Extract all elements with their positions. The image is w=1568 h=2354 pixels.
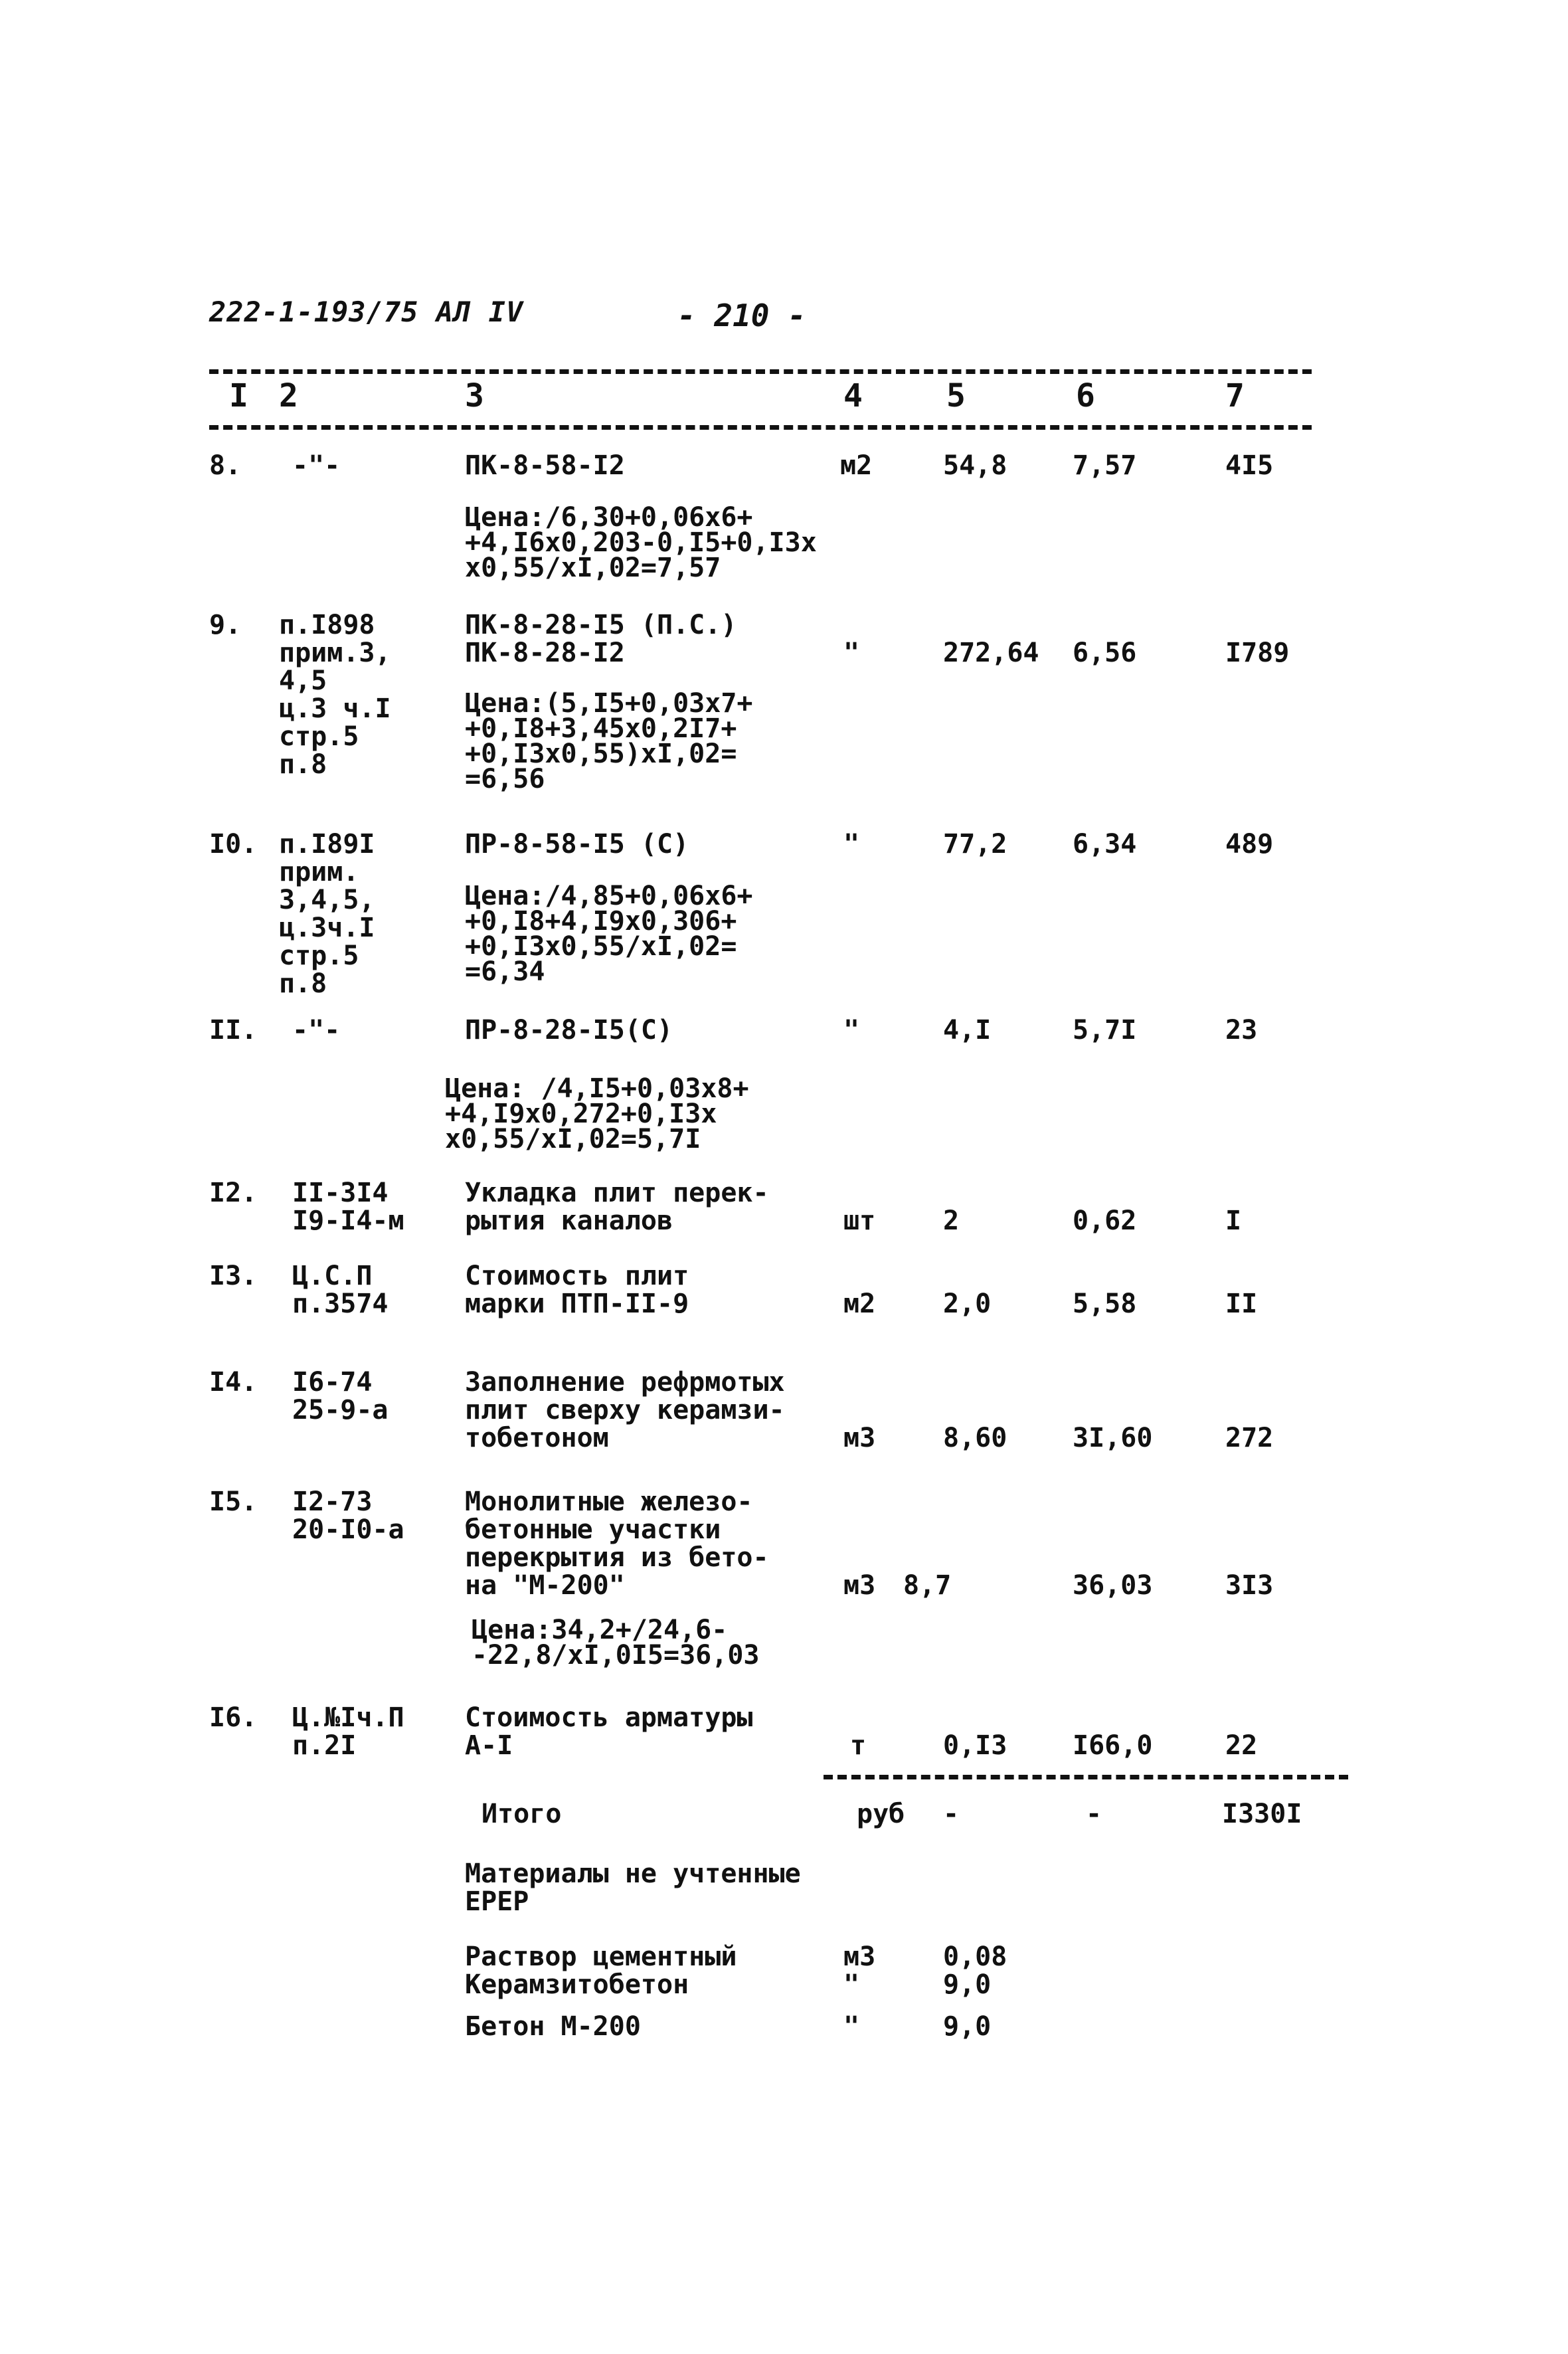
row-10-num: I0. xyxy=(209,829,258,860)
row-12-num: I2. xyxy=(209,1178,258,1208)
column-number-7: 7 xyxy=(1225,377,1245,414)
row-14-num: I4. xyxy=(209,1367,258,1398)
material-qty: 0,08 xyxy=(943,1942,1007,1972)
total-qty: - xyxy=(943,1799,960,1829)
row-8-ref: -"- xyxy=(292,450,341,481)
row-10-total: 489 xyxy=(1225,829,1274,860)
row-13-desc: Стоимость плит марки ПТП-II-9 xyxy=(465,1261,689,1319)
row-13-qty: 2,0 xyxy=(943,1289,992,1319)
document-code: 222-1-193/75 АЛ IV xyxy=(209,296,524,328)
row-11-num: II. xyxy=(209,1015,258,1045)
column-number-4: 4 xyxy=(843,377,863,414)
row-11-ref: -"- xyxy=(292,1015,341,1045)
row-8-price: 7,57 xyxy=(1073,450,1137,481)
row-14-desc: Заполнение рефрмотых плит сверху керамзи- тобетоном xyxy=(465,1367,785,1453)
column-number-6: 6 xyxy=(1076,377,1095,414)
row-13-unit: м2 xyxy=(843,1289,876,1319)
row-14-ref: I6-74 25-9-а xyxy=(292,1367,389,1425)
row-13-num: I3. xyxy=(209,1261,258,1291)
header-rule-bottom xyxy=(209,425,1312,430)
column-number-3: 3 xyxy=(465,377,484,414)
row-10-price-calc: Цена:/4,85+0,06х6+ +0,I8+4,I9х0,306+ +0,I3х0,55/хI,02= =6,34 xyxy=(465,881,753,987)
row-15-unit: м3 xyxy=(843,1570,876,1601)
row-15-ref: I2-73 20-I0-а xyxy=(292,1487,404,1545)
header-rule-top xyxy=(209,369,1312,374)
row-13-ref: Ц.С.П п.3574 xyxy=(292,1261,389,1319)
row-8-desc: ПК-8-58-I2 xyxy=(465,450,625,481)
row-16-num: I6. xyxy=(209,1702,258,1733)
material-qty: 9,0 xyxy=(943,2011,992,2042)
material-qty: 9,0 xyxy=(943,1969,992,2000)
row-12-total: I xyxy=(1225,1206,1242,1236)
row-9-price: 6,56 xyxy=(1073,638,1137,668)
row-15-desc: Монолитные железо- бетонные участки перекрытия из бето- на "М-200" xyxy=(465,1487,769,1601)
row-16-ref: Ц.№Iч.П п.2I xyxy=(292,1702,404,1761)
row-16-total: 22 xyxy=(1225,1730,1258,1761)
row-13-price: 5,58 xyxy=(1073,1289,1137,1319)
row-8-unit: м2 xyxy=(840,450,873,481)
material-unit: " xyxy=(843,1969,860,2000)
row-9-qty: 272,64 xyxy=(943,638,1039,668)
material-unit: " xyxy=(843,2011,860,2042)
row-12-ref: II-3I4 I9-I4-м xyxy=(292,1178,404,1236)
row-12-price: 0,62 xyxy=(1073,1206,1137,1236)
row-14-total: 272 xyxy=(1225,1423,1274,1453)
column-number-5: 5 xyxy=(946,377,966,414)
row-11-qty: 4,I xyxy=(943,1015,992,1045)
material-unit: м3 xyxy=(843,1942,876,1972)
column-number-1: I xyxy=(229,377,248,414)
total-price: - xyxy=(1086,1799,1102,1829)
row-16-qty: 0,I3 xyxy=(943,1730,1007,1761)
row-8-qty: 54,8 xyxy=(943,450,1007,481)
material-name: Бетон М-200 xyxy=(465,2011,641,2042)
row-8-total: 4I5 xyxy=(1225,450,1274,481)
material-name: Керамзитобетон xyxy=(465,1969,689,2000)
row-13-total: II xyxy=(1225,1289,1258,1319)
row-10-qty: 77,2 xyxy=(943,829,1007,860)
row-15-total: 3I3 xyxy=(1225,1570,1274,1601)
row-15-qty: 8,7 xyxy=(903,1570,952,1601)
row-11-total: 23 xyxy=(1225,1015,1258,1045)
row-12-qty: 2 xyxy=(943,1206,960,1236)
total-label: Итого xyxy=(481,1799,562,1829)
row-8-num: 8. xyxy=(209,450,242,481)
row-10-unit: " xyxy=(843,829,860,860)
row-12-unit: шт xyxy=(843,1206,876,1236)
row-16-desc: Стоимость арматуры А-I xyxy=(465,1702,753,1761)
row-9-num: 9. xyxy=(209,610,242,640)
row-11-desc: ПР-8-28-I5(С) xyxy=(465,1015,673,1045)
total-rule xyxy=(824,1775,1348,1779)
total-unit: руб xyxy=(857,1799,905,1829)
row-10-desc: ПР-8-58-I5 (С) xyxy=(465,829,689,860)
row-15-num: I5. xyxy=(209,1487,258,1517)
row-9-ref: п.I898 прим.3, 4,5 ц.3 ч.I стр.5 п.8 xyxy=(279,610,391,780)
row-16-unit: т xyxy=(850,1730,867,1761)
row-8-price-calc: Цена:/6,30+0,06х6+ +4,I6х0,203-0,I5+0,I3х х0,55/хI,02=7,57 xyxy=(465,502,817,583)
page-number: - 210 - xyxy=(677,298,806,333)
row-16-price: I66,0 xyxy=(1073,1730,1153,1761)
row-11-unit: " xyxy=(843,1015,860,1045)
row-14-qty: 8,60 xyxy=(943,1423,1007,1453)
row-10-ref: п.I89I прим. 3,4,5, ц.3ч.I стр.5 п.8 xyxy=(279,829,375,999)
row-12-desc: Укладка плит перек- рытия каналов xyxy=(465,1178,769,1236)
row-9-unit: " xyxy=(843,638,860,668)
row-14-price: 3I,60 xyxy=(1073,1423,1153,1453)
total-amount: I330I xyxy=(1222,1799,1302,1829)
row-15-price: 36,03 xyxy=(1073,1570,1153,1601)
row-11-price-calc: Цена: /4,I5+0,03х8+ +4,I9х0,272+0,I3х х0,55/хI,02=5,7I xyxy=(445,1073,749,1154)
row-10-price: 6,34 xyxy=(1073,829,1137,860)
materials-title: Материалы не учтенные ЕРЕР xyxy=(465,1858,801,1917)
row-9-price-calc: Цена:(5,I5+0,03х7+ +0,I8+3,45х0,2I7+ +0,I3х0,55)хI,02= =6,56 xyxy=(465,688,753,794)
row-9-total: I789 xyxy=(1225,638,1290,668)
row-9-desc: ПК-8-28-I5 (П.С.) ПК-8-28-I2 xyxy=(465,610,737,668)
column-number-2: 2 xyxy=(279,377,298,414)
row-15-price-calc: Цена:34,2+/24,6- -22,8/хI,0I5=36,03 xyxy=(472,1615,760,1671)
row-14-unit: м3 xyxy=(843,1423,876,1453)
row-11-price: 5,7I xyxy=(1073,1015,1137,1045)
material-name: Раствор цементный xyxy=(465,1942,737,1972)
